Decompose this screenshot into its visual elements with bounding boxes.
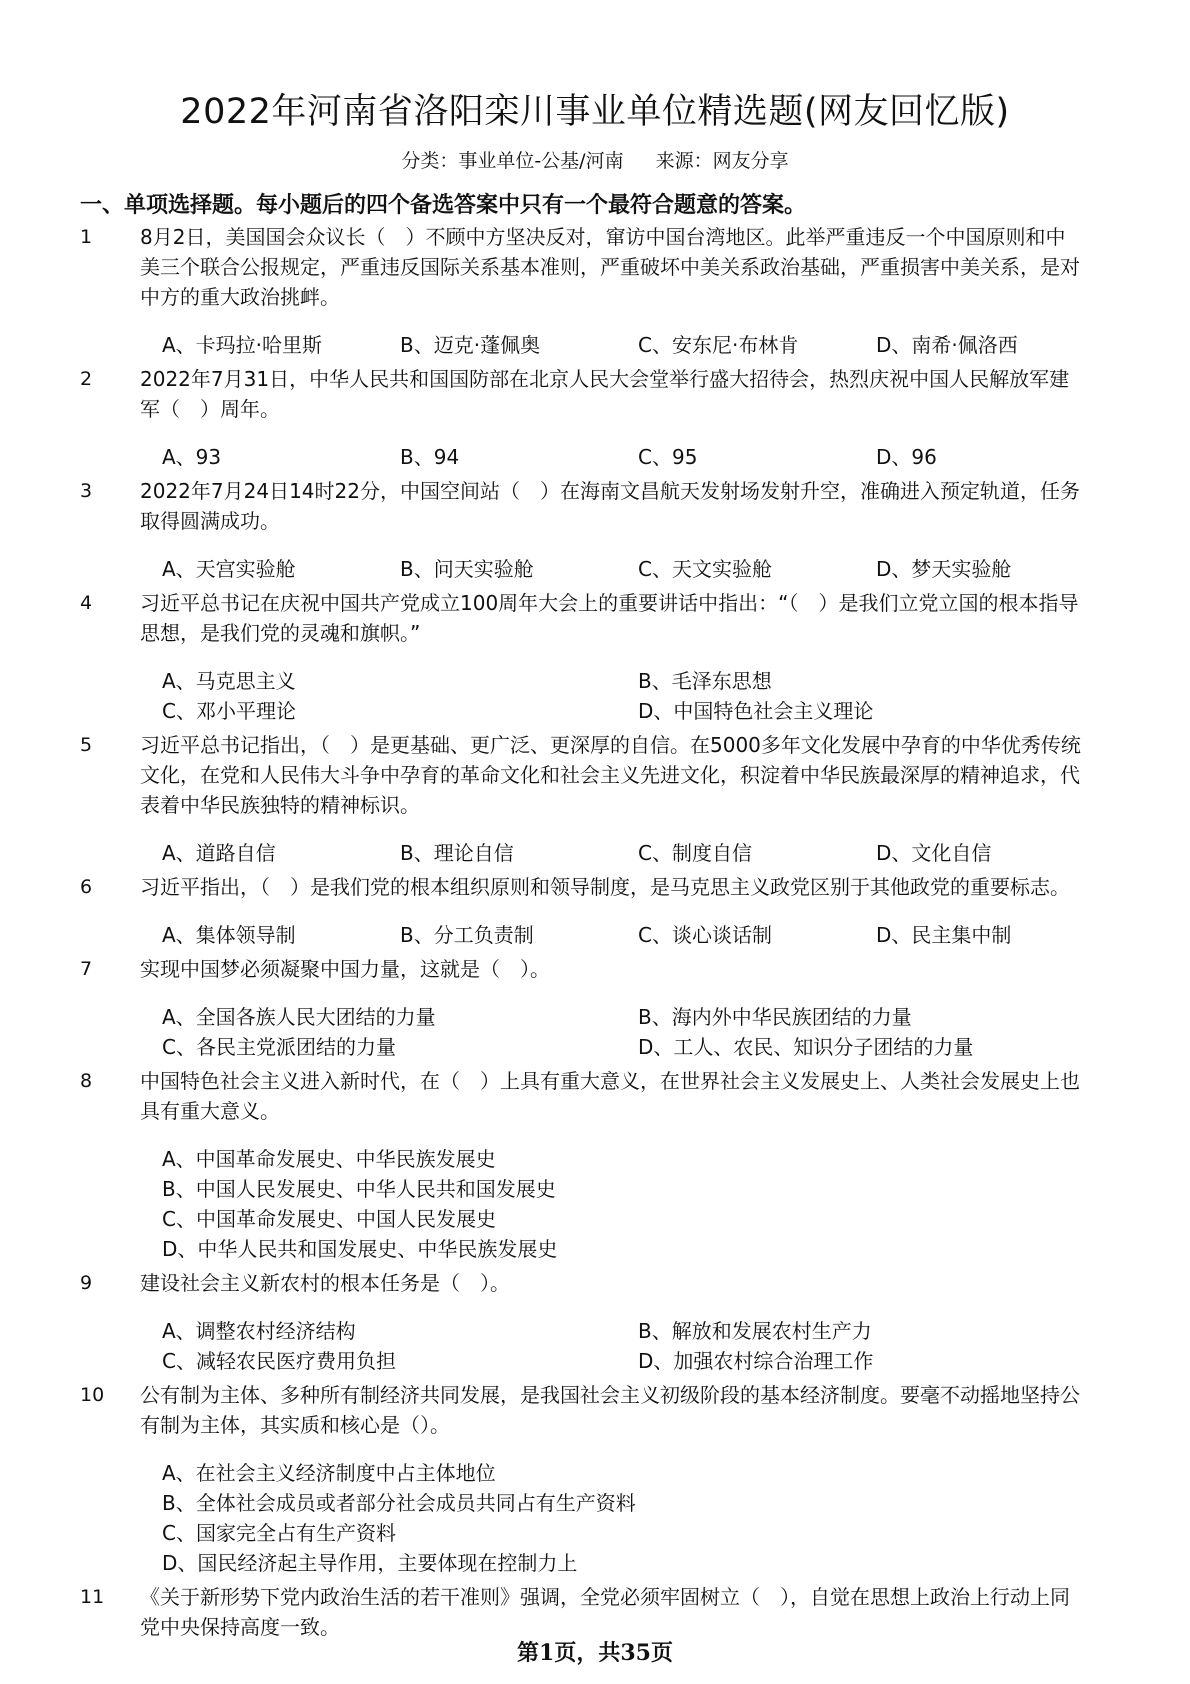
answer-option: C、制度自信: [638, 841, 752, 865]
question-number: 2: [80, 368, 93, 390]
answer-options: [162, 838, 1082, 868]
answer-option: A、93: [162, 445, 222, 469]
answer-option: A、全国各族人民大团结的力量: [162, 1005, 436, 1029]
page-title: 2022年河南省洛阳栾川事业单位精选题(网友回忆版): [180, 92, 1010, 132]
question-item: [0, 1066, 1190, 1264]
question-stem: 2022年7月31日，中华人民共和国国防部在北京人民大会堂举行盛大招待会，热烈庆祝中国人民解放军建军（ ）周年。: [140, 367, 1070, 421]
question-number: 3: [80, 480, 93, 502]
answer-option: D、南希·佩洛西: [876, 333, 1018, 357]
answer-option: B、全体社会成员或者部分社会成员共同占有生产资料: [162, 1491, 636, 1515]
question-number: 11: [80, 1586, 105, 1608]
question-stem: 2022年7月24日14时22分，中国空间站（ ）在海南文昌航天发射场发射升空，准确进入预定轨道，任务取得圆满成功。: [140, 479, 1080, 533]
question-stem: 实现中国梦必须凝聚中国力量，这就是（ ）。: [140, 957, 550, 981]
section-heading: 一、单项选择题。每小题后的四个备选答案中只有一个最符合题意的答案。: [80, 193, 807, 218]
question-item: [0, 1380, 1190, 1578]
question-number: 10: [80, 1384, 105, 1406]
answer-options: [162, 1458, 1082, 1578]
answer-options: [162, 1316, 1082, 1376]
question-number: 4: [80, 592, 93, 614]
question-item: [0, 1268, 1190, 1376]
answer-option: C、各民主党派团结的力量: [162, 1035, 396, 1059]
question-number: 5: [80, 734, 93, 756]
answer-option: A、道路自信: [162, 841, 276, 865]
answer-option: A、在社会主义经济制度中占主体地位: [162, 1461, 496, 1485]
answer-option: D、加强农村综合治理工作: [638, 1349, 874, 1373]
answer-option: D、中国特色社会主义理论: [638, 699, 874, 723]
answer-option: D、文化自信: [876, 841, 992, 865]
answer-option: D、中华人民共和国发展史、中华民族发展史: [162, 1237, 558, 1261]
answer-option: C、国家完全占有生产资料: [162, 1521, 396, 1545]
question-number: 6: [80, 876, 93, 898]
answer-option: D、96: [876, 445, 937, 469]
question-item: [0, 476, 1190, 584]
answer-options: [162, 1002, 1082, 1062]
question-item: [0, 222, 1190, 360]
question-stem: 建设社会主义新农村的根本任务是（ ）。: [140, 1271, 510, 1295]
source-label: 来源：网友分享: [655, 150, 789, 172]
question-item: [0, 588, 1190, 726]
answer-option: B、分工负责制: [400, 923, 534, 947]
question-stem: 公有制为主体、多种所有制经济共同发展，是我国社会主义初级阶段的基本经济制度。要毫不动摇地坚持公有制为主体，其实质和核心是（）。: [140, 1383, 1080, 1437]
question-item: [0, 954, 1190, 1062]
category-label: 分类：事业单位-公基/河南: [401, 150, 624, 172]
answer-option: A、马克思主义: [162, 669, 296, 693]
answer-option: C、减轻农民医疗费用负担: [162, 1349, 396, 1373]
answer-option: B、迈克·蓬佩奥: [400, 333, 541, 357]
question-list: [0, 222, 1190, 1646]
answer-option: D、民主集中制: [876, 923, 1012, 947]
question-item: [0, 872, 1190, 950]
answer-option: C、天文实验舱: [638, 557, 772, 581]
answer-option: C、中国革命发展史、中国人民发展史: [162, 1207, 496, 1231]
question-stem: 8月2日，美国国会众议长（ ）不顾中方坚决反对，窜访中国台湾地区。此举严重违反一个中国原则和中美三个联合公报规定，严重违反国际关系基本准则，严重破坏中美关系政治基础，严重损害中美关系，是对中方的重大政治挑衅。: [140, 225, 1080, 309]
answer-option: D、工人、农民、知识分子团结的力量: [638, 1035, 974, 1059]
question-number: 8: [80, 1070, 93, 1092]
document-meta: [0, 146, 1190, 173]
question-item: [0, 364, 1190, 472]
answer-option: A、调整农村经济结构: [162, 1319, 356, 1343]
answer-option: D、梦天实验舱: [876, 557, 1012, 581]
question-number: 7: [80, 958, 93, 980]
answer-option: A、卡玛拉·哈里斯: [162, 333, 323, 357]
question-stem: 《关于新形势下党内政治生活的若干准则》强调，全党必须牢固树立（ ），自觉在思想上政治上行动上同党中央保持高度一致。: [140, 1585, 1070, 1639]
page-footer: 第1页，共35页: [517, 1640, 673, 1666]
answer-options: [162, 442, 1082, 472]
answer-option: B、理论自信: [400, 841, 514, 865]
answer-option: D、国民经济起主导作用，主要体现在控制力上: [162, 1551, 578, 1575]
question-stem: 中国特色社会主义进入新时代，在（ ）上具有重大意义，在世界社会主义发展史上、人类社会发展史上也具有重大意义。: [140, 1069, 1080, 1123]
answer-option: A、集体领导制: [162, 923, 296, 947]
answer-option: A、天宫实验舱: [162, 557, 296, 581]
answer-options: [162, 554, 1082, 584]
answer-option: C、邓小平理论: [162, 699, 296, 723]
answer-options: [162, 666, 1082, 726]
answer-option: C、95: [638, 445, 698, 469]
answer-option: B、海内外中华民族团结的力量: [638, 1005, 912, 1029]
question-number: 9: [80, 1272, 93, 1294]
answer-option: B、毛泽东思想: [638, 669, 772, 693]
question-stem: 习近平指出，（ ）是我们党的根本组织原则和领导制度，是马克思主义政党区别于其他政党的重要标志。: [140, 875, 1070, 899]
answer-option: B、94: [400, 445, 460, 469]
answer-option: B、中国人民发展史、中华人民共和国发展史: [162, 1177, 556, 1201]
answer-option: B、问天实验舱: [400, 557, 534, 581]
question-stem: 习近平总书记在庆祝中国共产党成立100周年大会上的重要讲话中指出：“（ ）是我们立党立国的根本指导思想，是我们党的灵魂和旗帜。”: [140, 591, 1079, 645]
question-item: [0, 730, 1190, 868]
answer-option: A、中国革命发展史、中华民族发展史: [162, 1147, 496, 1171]
answer-option: B、解放和发展农村生产力: [638, 1319, 872, 1343]
answer-options: [162, 330, 1082, 360]
answer-option: C、谈心谈话制: [638, 923, 772, 947]
question-stem: 习近平总书记指出，（ ）是更基础、更广泛、更深厚的自信。在5000多年文化发展中孕育的中华优秀传统文化，在党和人民伟大斗争中孕育的革命文化和社会主义先进文化，积淀着中华民族最深厚的精神追求，代表着中华民族独特的精神标识。: [140, 733, 1081, 817]
answer-options: [162, 920, 1082, 950]
answer-options: [162, 1144, 1082, 1264]
question-number: 1: [80, 226, 93, 248]
answer-option: C、安东尼·布林肯: [638, 333, 799, 357]
question-item: [0, 1582, 1190, 1642]
